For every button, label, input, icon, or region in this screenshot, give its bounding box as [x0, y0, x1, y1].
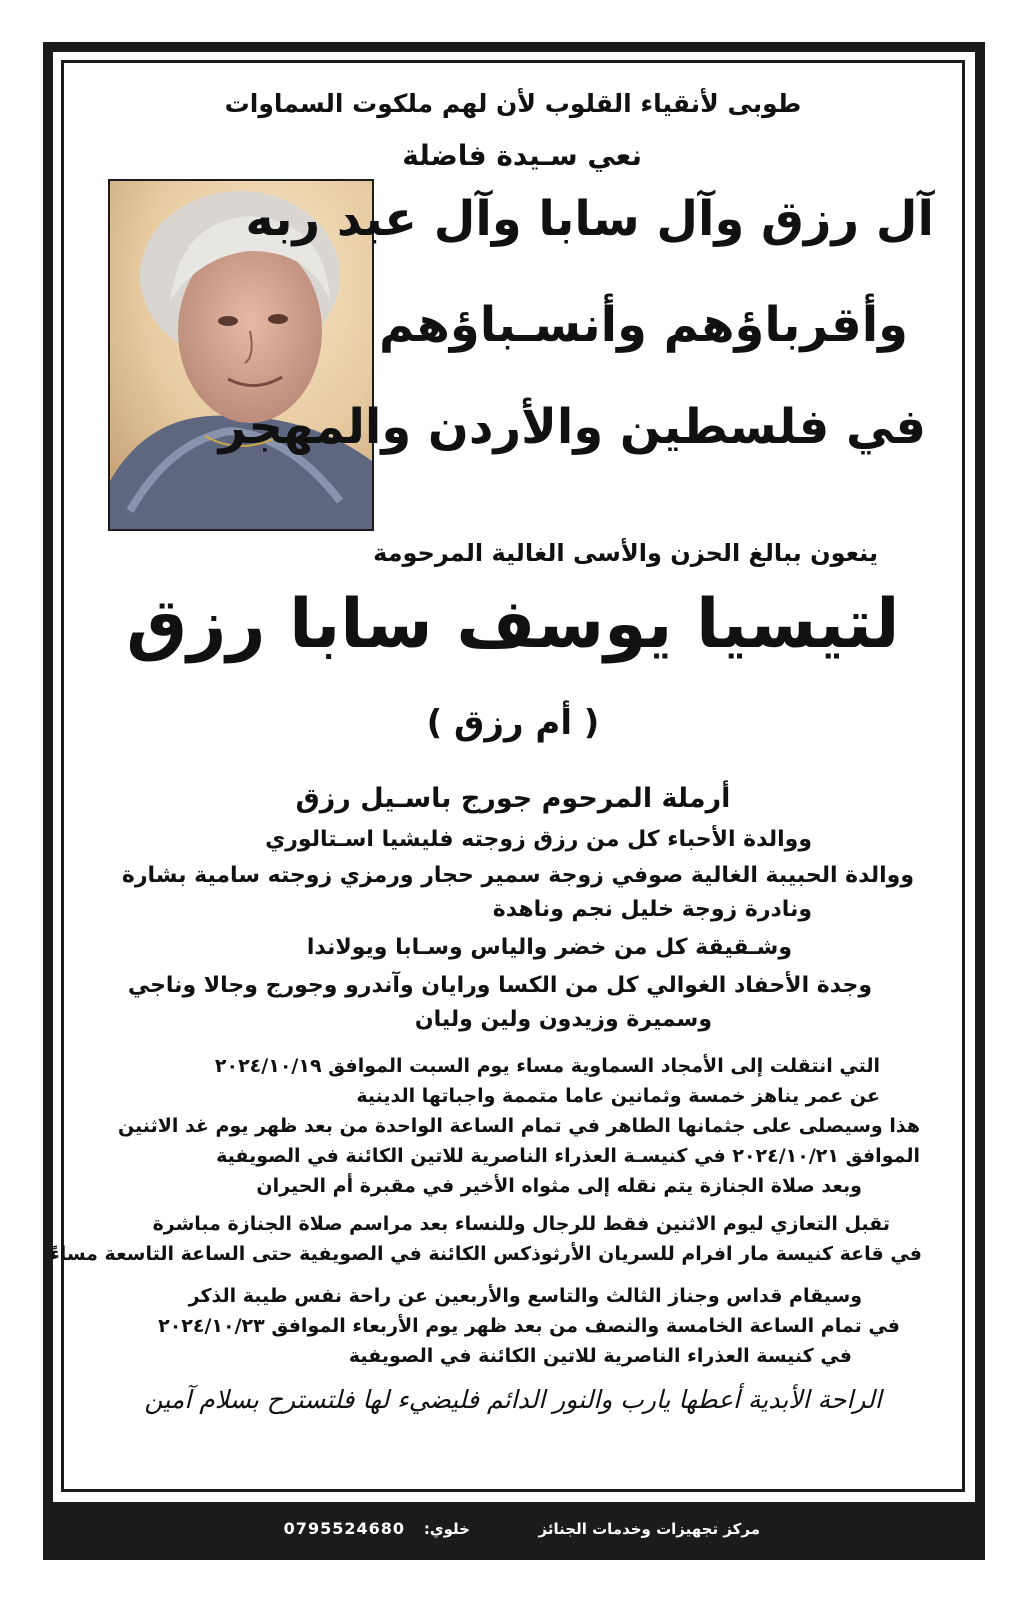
obituary-inner-border	[49, 60, 965, 1492]
verse-header: طوبى لأنقياء القلوب لأن لهم ملكوت السماوات	[224, 89, 802, 118]
footer-bar	[43, 1504, 985, 1560]
condolence-line: تقبل التعازي ليوم الاثنين فقط للرجال وللنساء بعد مراسم صلاة الجنازة مباشرة	[152, 1213, 890, 1235]
relatives-line: وجدة الأحفاد الغوالي كل من الكسا ورايان وآندرو وجورج وجالا وناجي	[127, 973, 872, 998]
announcement-title: نعي سـيدة فاضلة	[402, 139, 642, 172]
relatives-line: ووالدة الحبيبة الغالية صوفي زوجة سمير حجار ورمزي زوجته سامية بشارة	[121, 863, 914, 888]
mass-line: في كنيسة العذراء الناصرية للاتين الكائنة في الصويفية	[348, 1345, 852, 1367]
deceased-nickname: ( أم رزق )	[426, 703, 600, 743]
death-detail-line: وبعد صلاة الجنازة يتم نقله إلى مثواه الأخير في مقبرة أم الحيران	[256, 1175, 862, 1197]
closing-prayer: الراحة الأبدية أعطها يارب والنور الدائم فليضيء لها فلتسترح بسلام آمين	[144, 1385, 882, 1414]
condolence-line: في قاعة كنيسة مار افرام للسريان الأرثوذكس الكائنة في الصويفية حتى الساعة التاسعة مساءً	[49, 1243, 922, 1265]
phone-label: خلوي:	[423, 1520, 470, 1538]
relatives-line: وشـقيقة كل من خضر والياس وسـابا ويولاندا	[306, 935, 792, 960]
widow-of-line: أرملة المرحوم جورج باسـيل رزق	[295, 783, 731, 814]
deceased-name: لتيسيا يوسف سابا رزق	[126, 585, 900, 664]
funeral-service-name: مركز تجهيزات وخدمات الجنائز	[538, 1520, 760, 1538]
death-detail-line: عن عمر يناهز خمسة وثمانين عاما متممة واجباتها الدينية	[356, 1085, 880, 1107]
relatives-line: ووالدة الأحباء كل من رزق زوجته فليشيا اسـتالوري	[265, 827, 812, 852]
mourn-line: ينعون ببالغ الحزن والأسى الغالية المرحومة	[373, 539, 878, 567]
death-detail-line: الموافق ٢٠٢٤/١٠/٢١ في كنيسـة العذراء الناصرية للاتين الكائنة في الصويفية	[216, 1145, 920, 1167]
families-line-1: آل رزق وآل سابا وآل عبد ربه	[245, 191, 934, 247]
death-detail-line: التي انتقلت إلى الأمجاد السماوية مساء يوم السبت الموافق ٢٠٢٤/١٠/١٩	[214, 1055, 880, 1077]
families-line-2: وأقرباؤهم وأنسـباؤهم	[378, 297, 908, 353]
obituary-page	[49, 52, 975, 1502]
mass-line: وسيقام قداس وجناز الثالث والتاسع والأربعين عن راحة نفس طيبة الذكر	[188, 1285, 862, 1307]
families-line-3: في فلسطين والأردن والمهجر	[218, 399, 926, 455]
relatives-line: ونادرة زوجة خليل نجم وناهدة	[492, 897, 812, 922]
death-detail-line: هذا وسيصلى على جثمانها الطاهر في تمام الساعة الواحدة من بعد ظهر يوم غد الاثنين	[117, 1115, 920, 1137]
phone-number: 0795524680	[283, 1519, 405, 1538]
mass-line: في تمام الساعة الخامسة والنصف من بعد ظهر يوم الأربعاء الموافق ٢٠٢٤/١٠/٢٣	[158, 1315, 900, 1337]
obituary-frame	[43, 42, 985, 1560]
relatives-line: وسميرة وزيدون ولين وليان	[414, 1007, 712, 1032]
